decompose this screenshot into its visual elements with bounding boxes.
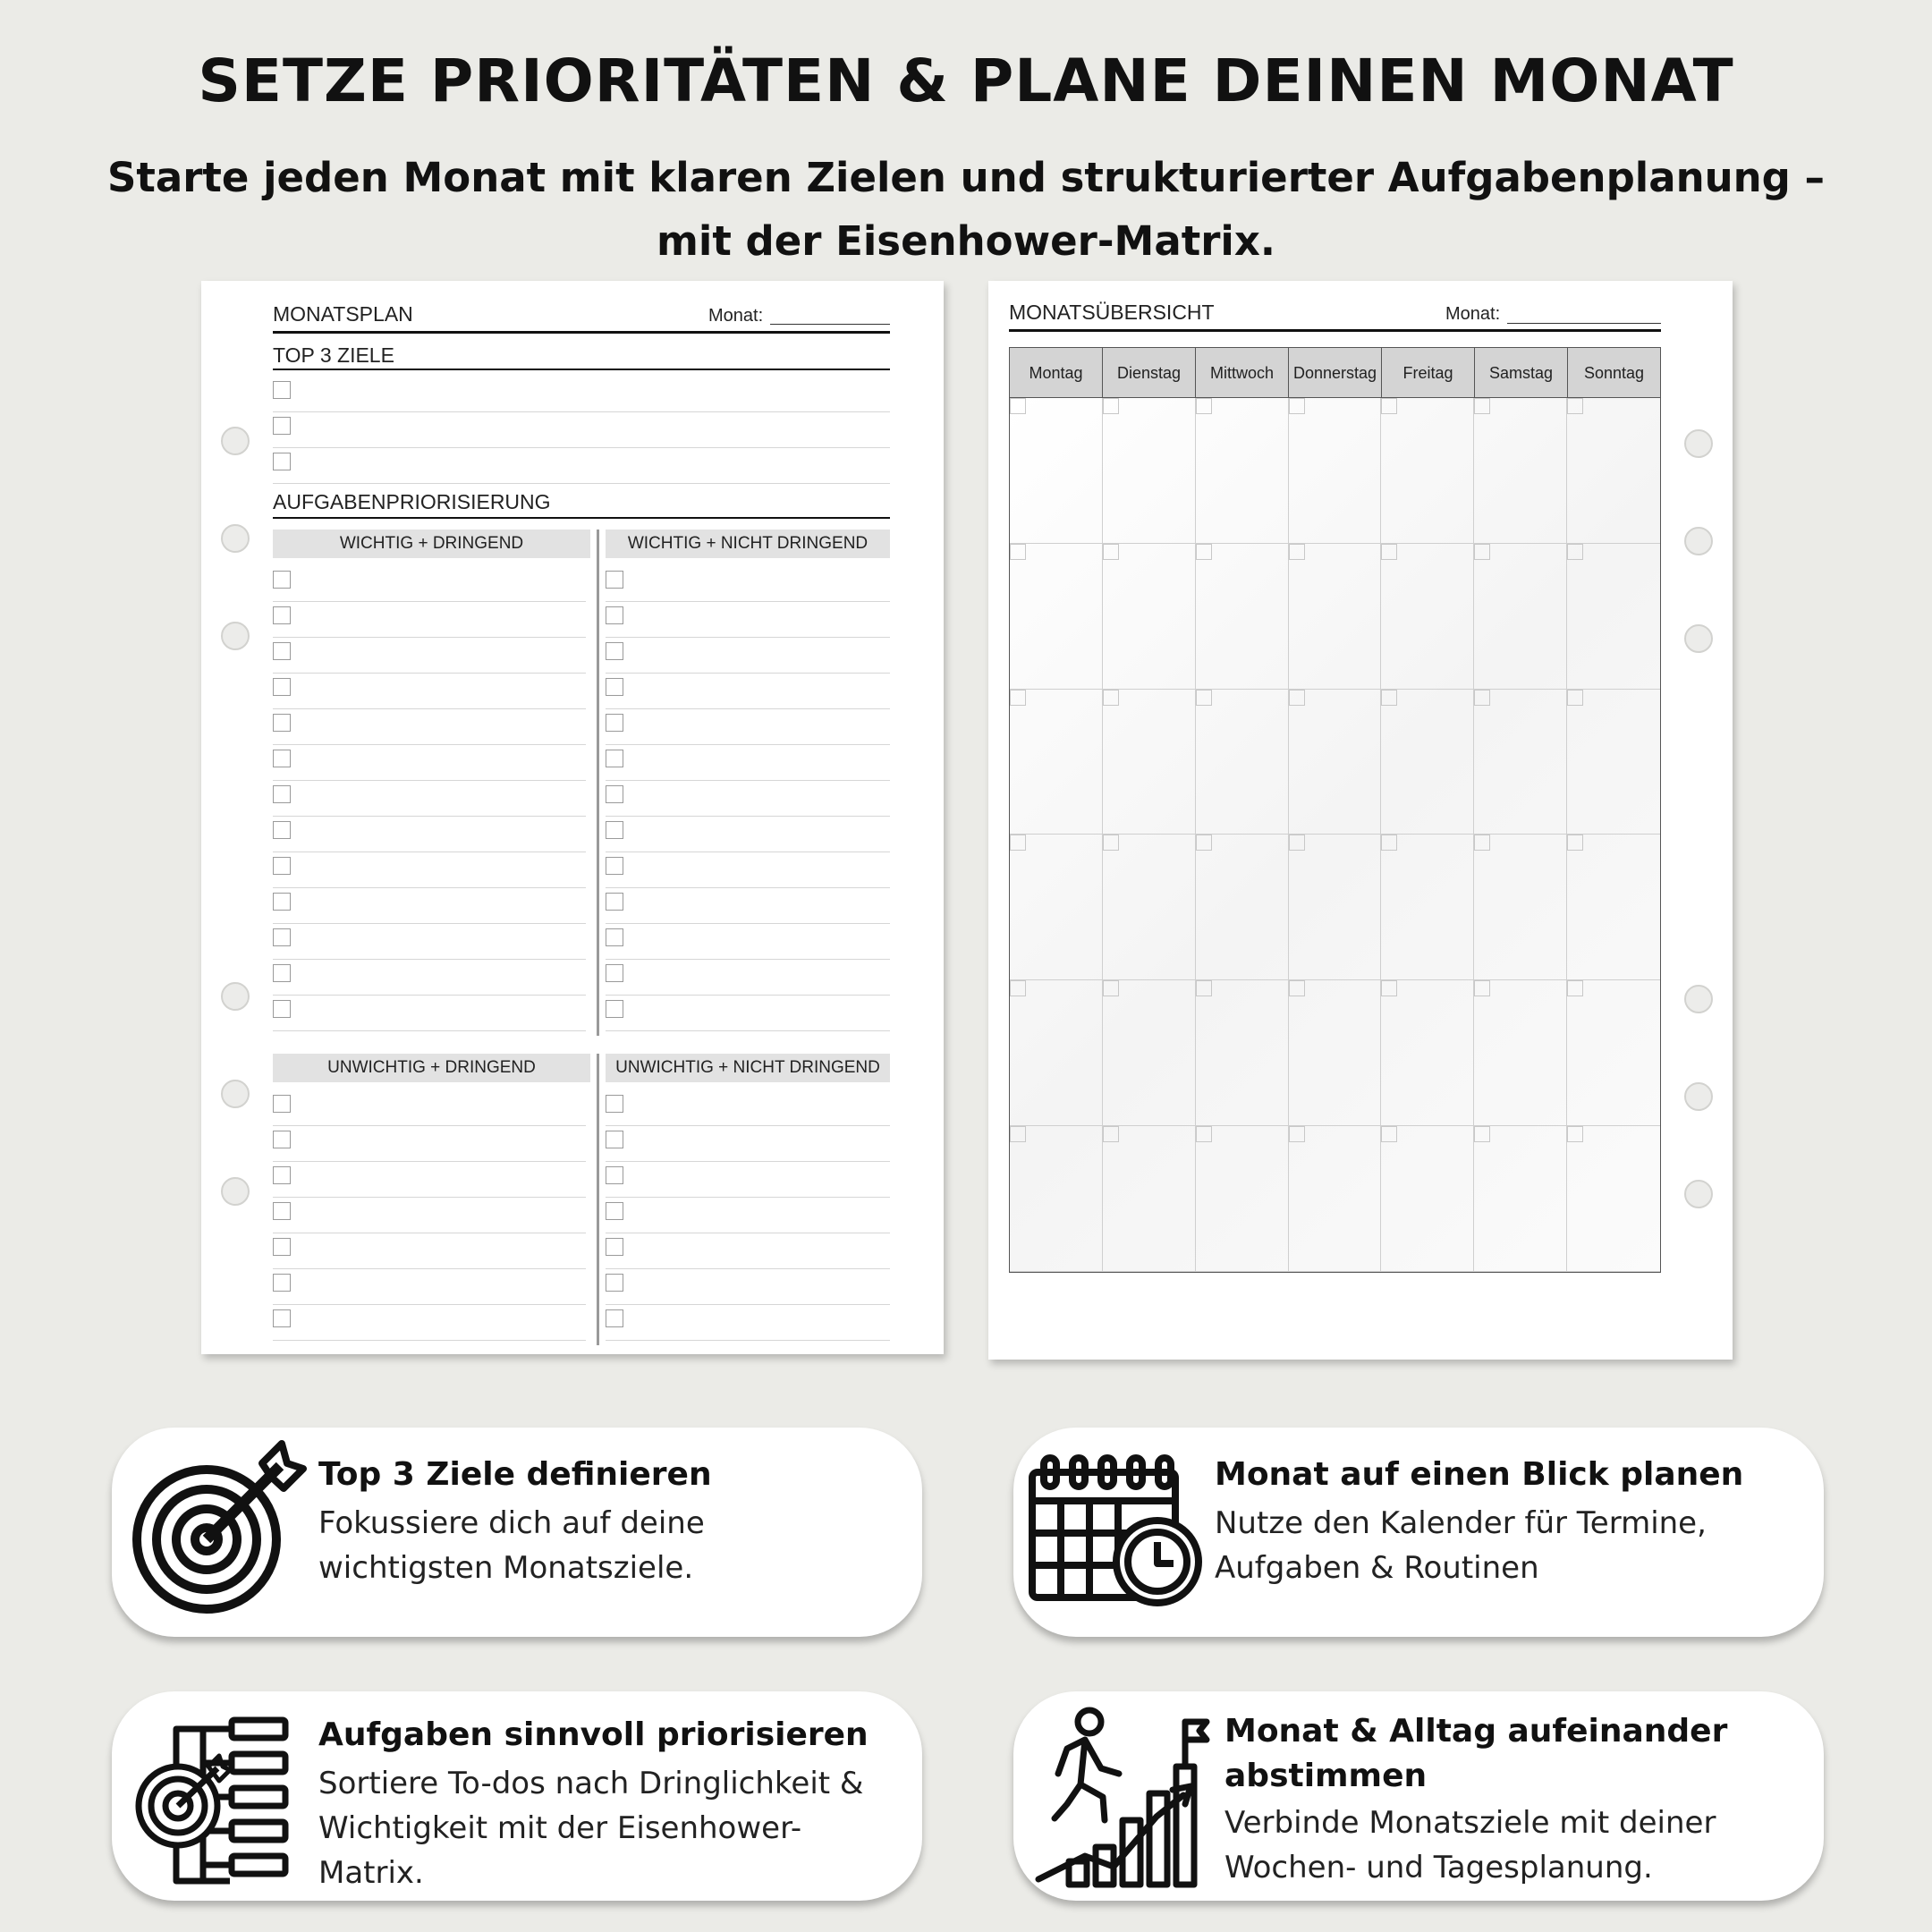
day-number-box (1474, 690, 1490, 706)
task-line[interactable] (273, 1197, 586, 1198)
task-line[interactable] (273, 923, 586, 924)
day-number-box (1567, 398, 1583, 414)
punch-hole (1684, 985, 1713, 1013)
calendar-day-cell[interactable] (1567, 835, 1660, 980)
calendar-day-cell[interactable] (1196, 398, 1289, 544)
feature-text: Verbinde Monatsziele mit deiner (1224, 1805, 1716, 1841)
day-number-box (1381, 980, 1397, 996)
target-dart-icon (128, 1436, 307, 1615)
task-line[interactable] (273, 601, 586, 602)
task-checkbox[interactable] (606, 1238, 623, 1256)
calendar-day-cell[interactable] (1289, 398, 1382, 544)
task-line[interactable] (273, 887, 586, 888)
task-checkbox[interactable] (273, 785, 291, 803)
task-checkbox[interactable] (606, 821, 623, 839)
day-number-box (1103, 835, 1119, 851)
calendar-day-cell[interactable] (1103, 544, 1196, 690)
task-line[interactable] (273, 1268, 586, 1269)
day-number-box (1010, 690, 1026, 706)
task-checkbox[interactable] (273, 381, 291, 399)
task-line[interactable] (273, 995, 586, 996)
task-line[interactable] (273, 959, 586, 960)
task-checkbox[interactable] (273, 857, 291, 875)
day-number-box (1289, 980, 1305, 996)
subline (36, 146, 1896, 273)
feature-text: Fokussiere dich auf deine (318, 1505, 705, 1541)
calendar-day-cell[interactable] (1103, 980, 1196, 1126)
task-line[interactable] (606, 1030, 890, 1031)
page-title: MONATSPLAN (273, 302, 413, 326)
day-number-box (1010, 835, 1026, 851)
feature-text: Aufgaben & Routinen (1215, 1550, 1539, 1586)
task-line[interactable] (606, 1304, 890, 1305)
task-line[interactable] (273, 1304, 586, 1305)
task-line[interactable] (273, 637, 586, 638)
feature-text: Sortiere To-dos nach Dringlichkeit & (318, 1766, 864, 1801)
day-number-box (1567, 690, 1583, 706)
day-number-box (1381, 1126, 1397, 1142)
task-checkbox[interactable] (273, 642, 291, 660)
feature-text: wichtigsten Monatsziele. (318, 1550, 694, 1586)
day-number-box (1196, 980, 1212, 996)
punch-hole (221, 427, 250, 455)
task-line[interactable] (273, 708, 586, 709)
calendar-day-cell[interactable] (1381, 980, 1474, 1126)
task-checkbox[interactable] (273, 417, 291, 435)
task-line[interactable] (273, 1125, 586, 1126)
task-line[interactable] (606, 1125, 890, 1126)
day-number-box (1196, 398, 1212, 414)
calendar-day-cell[interactable] (1474, 398, 1567, 544)
calendar-day-cell[interactable] (1196, 544, 1289, 690)
task-checkbox[interactable] (273, 1309, 291, 1327)
calendar-day-cell[interactable] (1010, 835, 1103, 980)
task-checkbox[interactable] (606, 714, 623, 732)
task-checkbox[interactable] (606, 750, 623, 767)
task-checkbox[interactable] (606, 964, 623, 982)
day-number-box (1474, 1126, 1490, 1142)
task-line[interactable] (606, 959, 890, 960)
day-number-box (1381, 690, 1397, 706)
weekday-saturday: Samstag (1475, 348, 1568, 397)
weekday-wednesday: Mittwoch (1196, 348, 1289, 397)
task-checkbox[interactable] (273, 1000, 291, 1018)
task-checkbox[interactable] (606, 642, 623, 660)
feature-card-calendar (1013, 1428, 1824, 1637)
calendar-day-cell[interactable] (1010, 980, 1103, 1126)
calendar-day-cell[interactable] (1289, 690, 1382, 835)
priorities-title: AUFGABENPRIORISIERUNG (273, 490, 551, 513)
day-number-box (1103, 544, 1119, 560)
feature-title: Aufgaben sinnvoll priorisieren (318, 1716, 869, 1753)
day-number-box (1381, 835, 1397, 851)
quadrant-header-important-not-urgent: WICHTIG + NICHT DRINGEND (606, 530, 890, 558)
day-number-box (1381, 398, 1397, 414)
task-line[interactable] (273, 411, 890, 412)
task-line[interactable] (273, 483, 890, 484)
task-checkbox[interactable] (273, 964, 291, 982)
day-number-box (1289, 398, 1305, 414)
task-checkbox[interactable] (273, 606, 291, 624)
punch-hole (1684, 527, 1713, 555)
feature-title: abstimmen (1224, 1758, 1428, 1794)
calendar-day-cell[interactable] (1381, 1126, 1474, 1272)
calendar-day-cell[interactable] (1289, 835, 1382, 980)
day-number-box (1103, 1126, 1119, 1142)
feature-text: Matrix. (318, 1855, 424, 1891)
day-number-box (1289, 1126, 1305, 1142)
weekday-monday: Montag (1010, 348, 1103, 397)
task-line[interactable] (273, 673, 586, 674)
task-checkbox[interactable] (273, 1238, 291, 1256)
task-checkbox[interactable] (273, 1202, 291, 1220)
feature-text: Wochen- und Tagesplanung. (1224, 1850, 1653, 1885)
calendar-day-cell[interactable] (1103, 1126, 1196, 1272)
punch-hole (221, 524, 250, 553)
task-checkbox[interactable] (606, 857, 623, 875)
task-line[interactable] (606, 637, 890, 638)
feature-text: Wichtigkeit mit der Eisenhower- (318, 1810, 802, 1846)
day-number-box (1567, 835, 1583, 851)
calendar-day-cell[interactable] (1196, 835, 1289, 980)
task-line[interactable] (273, 1030, 586, 1031)
task-checkbox[interactable] (273, 1095, 291, 1113)
punch-hole (1684, 1082, 1713, 1111)
feature-title: Top 3 Ziele definieren (318, 1456, 712, 1493)
day-number-box (1381, 544, 1397, 560)
calendar-day-cell[interactable] (1010, 544, 1103, 690)
month-write-line[interactable] (770, 324, 890, 325)
weekday-thursday: Donnerstag (1289, 348, 1382, 397)
punch-hole (221, 1177, 250, 1206)
calendar-day-cell[interactable] (1289, 544, 1382, 690)
day-number-box (1196, 835, 1212, 851)
calendar-day-cell[interactable] (1010, 1126, 1103, 1272)
day-number-box (1196, 544, 1212, 560)
weekday-sunday: Sonntag (1583, 364, 1645, 382)
feature-card-goals (112, 1428, 922, 1637)
task-checkbox[interactable] (273, 453, 291, 470)
page-title: MONATSÜBERSICHT (1009, 301, 1215, 324)
calendar-day-cell[interactable] (1381, 544, 1474, 690)
day-number-box (1010, 980, 1026, 996)
headline: SETZE PRIORITÄTEN & PLANE DEINEN MONAT (198, 47, 1734, 115)
task-checkbox[interactable] (273, 1166, 291, 1184)
punch-hole (1684, 624, 1713, 653)
punch-hole (1684, 1180, 1713, 1208)
task-checkbox[interactable] (273, 821, 291, 839)
punch-hole (1684, 429, 1713, 458)
task-line[interactable] (606, 780, 890, 781)
feature-title: Monat & Alltag aufeinander (1224, 1713, 1728, 1750)
climber-growth-icon (1031, 1704, 1210, 1892)
task-checkbox[interactable] (606, 678, 623, 696)
task-checkbox[interactable] (273, 750, 291, 767)
day-number-box (1474, 544, 1490, 560)
calendar-day-cell[interactable] (1196, 690, 1289, 835)
quadrant-header-urgent-important: WICHTIG + DRINGEND (273, 530, 590, 558)
punch-hole (221, 622, 250, 650)
month-label: Monat: (1445, 304, 1501, 324)
weekday-tuesday: Dienstag (1103, 348, 1196, 397)
task-line[interactable] (273, 744, 586, 745)
target-list-icon (131, 1711, 310, 1890)
task-checkbox[interactable] (606, 928, 623, 946)
task-checkbox[interactable] (606, 1274, 623, 1292)
task-checkbox[interactable] (273, 1131, 291, 1148)
weekday-friday: Freitag (1382, 348, 1475, 397)
quadrant-divider (597, 530, 599, 1036)
task-checkbox[interactable] (606, 1131, 623, 1148)
feature-title: Monat auf einen Blick planen (1215, 1456, 1744, 1493)
subline-line-2: mit der Eisenhower-Matrix. (657, 217, 1275, 265)
task-checkbox[interactable] (273, 678, 291, 696)
calendar-clock-icon (1028, 1454, 1207, 1606)
task-line[interactable] (606, 673, 890, 674)
calendar-day-cell[interactable] (1474, 980, 1567, 1126)
calendar-day-cell[interactable] (1474, 544, 1567, 690)
task-line[interactable] (273, 1161, 586, 1162)
calendar-day-cell[interactable] (1474, 690, 1567, 835)
calendar-day-cell[interactable] (1381, 690, 1474, 835)
task-line[interactable] (273, 780, 586, 781)
task-checkbox[interactable] (273, 928, 291, 946)
task-line[interactable] (273, 816, 586, 817)
subline-line-1: Starte jeden Monat mit klaren Zielen und strukturierter Aufgabenplanung – (106, 154, 1826, 201)
day-number-box (1196, 690, 1212, 706)
calendar-day-cell[interactable] (1196, 980, 1289, 1126)
feature-card-prioritize (112, 1691, 922, 1901)
calendar-day-cell[interactable] (1010, 690, 1103, 835)
task-checkbox[interactable] (273, 1274, 291, 1292)
calendar-day-cell[interactable] (1103, 690, 1196, 835)
calendar-day-cell[interactable] (1474, 1126, 1567, 1272)
month-label: Monat: (708, 306, 764, 326)
monthly-plan-sheet (201, 281, 944, 1354)
goals-rule (273, 369, 890, 370)
quadrant-header-unimportant-not-urgent: UNWICHTIG + NICHT DRINGEND (606, 1054, 890, 1082)
task-checkbox[interactable] (273, 571, 291, 589)
task-checkbox[interactable] (606, 1000, 623, 1018)
calendar-day-cell[interactable] (1567, 398, 1660, 544)
title-rule (1009, 329, 1661, 332)
day-number-box (1103, 398, 1119, 414)
goals-title: TOP 3 ZIELE (273, 343, 394, 367)
task-checkbox[interactable] (606, 893, 623, 911)
day-number-box (1567, 1126, 1583, 1142)
task-line[interactable] (606, 1161, 890, 1162)
day-number-box (1196, 1126, 1212, 1142)
task-checkbox[interactable] (606, 1095, 623, 1113)
task-line[interactable] (606, 816, 890, 817)
quadrant-header-urgent-unimportant: UNWICHTIG + DRINGEND (273, 1054, 590, 1082)
task-line[interactable] (606, 708, 890, 709)
punch-hole (221, 1080, 250, 1108)
calendar-day-cell[interactable] (1289, 1126, 1382, 1272)
task-checkbox[interactable] (606, 1166, 623, 1184)
day-number-box (1010, 398, 1026, 414)
calendar-day-cell[interactable] (1474, 835, 1567, 980)
day-number-box (1289, 835, 1305, 851)
calendar-day-cell[interactable] (1567, 980, 1660, 1126)
weekday-header-row (1010, 348, 1660, 398)
task-checkbox[interactable] (606, 785, 623, 803)
task-checkbox[interactable] (606, 1202, 623, 1220)
month-write-line[interactable] (1507, 323, 1661, 324)
task-line[interactable] (273, 447, 890, 448)
task-line[interactable] (606, 1340, 890, 1341)
priorities-rule (273, 517, 890, 519)
task-line[interactable] (606, 1197, 890, 1198)
quadrant-divider (597, 1054, 599, 1345)
calendar-day-cell[interactable] (1103, 835, 1196, 980)
punch-hole (221, 982, 250, 1011)
task-checkbox[interactable] (606, 606, 623, 624)
day-number-box (1289, 690, 1305, 706)
task-checkbox[interactable] (273, 893, 291, 911)
monthly-overview-sheet (988, 281, 1733, 1360)
task-line[interactable] (606, 1268, 890, 1269)
task-checkbox[interactable] (606, 571, 623, 589)
calendar-day-cell[interactable] (1289, 980, 1382, 1126)
calendar-day-cell[interactable] (1196, 1126, 1289, 1272)
calendar-day-cell[interactable] (1567, 1126, 1660, 1272)
task-line[interactable] (606, 995, 890, 996)
calendar-days (1010, 398, 1660, 1272)
task-line[interactable] (273, 1340, 586, 1341)
day-number-box (1103, 980, 1119, 996)
day-number-box (1567, 544, 1583, 560)
task-checkbox[interactable] (273, 714, 291, 732)
task-line[interactable] (606, 601, 890, 602)
day-number-box (1010, 1126, 1026, 1142)
calendar-day-cell[interactable] (1567, 690, 1660, 835)
calendar-day-cell[interactable] (1567, 544, 1660, 690)
task-line[interactable] (606, 744, 890, 745)
day-number-box (1474, 835, 1490, 851)
task-line[interactable] (606, 923, 890, 924)
day-number-box (1474, 980, 1490, 996)
calendar-day-cell[interactable] (1010, 398, 1103, 544)
month-calendar-grid (1009, 347, 1661, 1273)
calendar-day-cell[interactable] (1103, 398, 1196, 544)
day-number-box (1103, 690, 1119, 706)
calendar-day-cell[interactable] (1381, 835, 1474, 980)
title-rule (273, 331, 890, 334)
day-number-box (1289, 544, 1305, 560)
day-number-box (1567, 980, 1583, 996)
day-number-box (1010, 544, 1026, 560)
calendar-day-cell[interactable] (1381, 398, 1474, 544)
feature-card-balance (1013, 1691, 1824, 1901)
feature-text: Nutze den Kalender für Termine, (1215, 1505, 1707, 1541)
day-number-box (1474, 398, 1490, 414)
task-checkbox[interactable] (606, 1309, 623, 1327)
task-line[interactable] (606, 887, 890, 888)
